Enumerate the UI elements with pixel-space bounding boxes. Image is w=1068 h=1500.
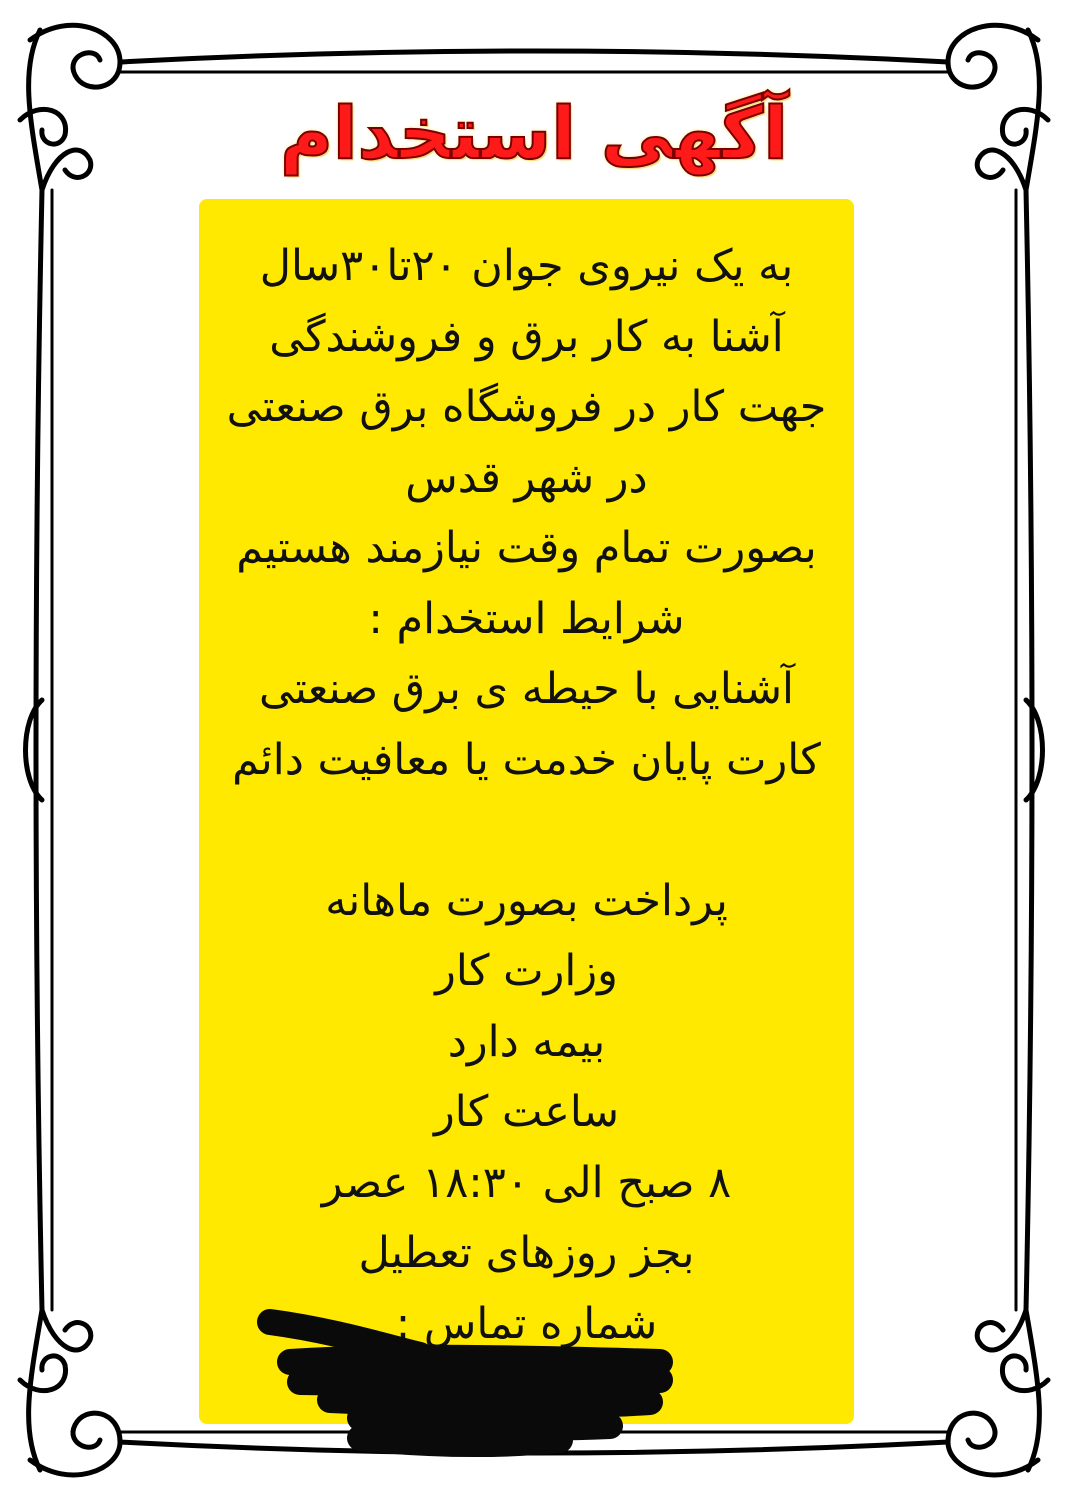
- page-title: آگهی استخدام: [280, 91, 788, 175]
- ad-line-insurance: بیمه دارد: [447, 1016, 606, 1067]
- ad-line-skills: آشنا به کار برق و فروشندگی: [269, 311, 784, 362]
- ad-line-condition-1: آشنایی با حیطه ی برق صنعتی: [259, 664, 794, 714]
- ad-line-age: به یک نیروی جوان ۲۰تا۳۰سال: [259, 241, 794, 291]
- ad-line-hours-heading: ساعت کار: [433, 1087, 620, 1137]
- ad-line-condition-2: کارت پایان خدمت یا معافیت دائم: [232, 734, 821, 785]
- ad-line-holidays: بجز روزهای تعطیل: [358, 1228, 695, 1278]
- ad-line-city: در شهر قدس: [405, 452, 648, 503]
- job-ad-text: [199, 231, 854, 1359]
- job-ad-panel: [199, 199, 854, 1424]
- ad-line-fulltime: بصورت تمام وقت نیازمند هستیم: [236, 523, 817, 573]
- ad-line-phone-label: شماره تماس :: [395, 1298, 658, 1349]
- ad-line-ministry: وزارت کار: [435, 946, 618, 996]
- ad-line-workplace: جهت کار در فروشگاه برق صنعتی: [226, 382, 827, 432]
- spacer: [199, 795, 854, 866]
- ad-line-payment: پرداخت بصورت ماهانه: [325, 875, 728, 926]
- ad-line-conditions-heading: شرایط استخدام :: [368, 593, 685, 644]
- ad-line-hours: ۸ صبح الی ۱۸:۳۰ عصر: [321, 1157, 732, 1208]
